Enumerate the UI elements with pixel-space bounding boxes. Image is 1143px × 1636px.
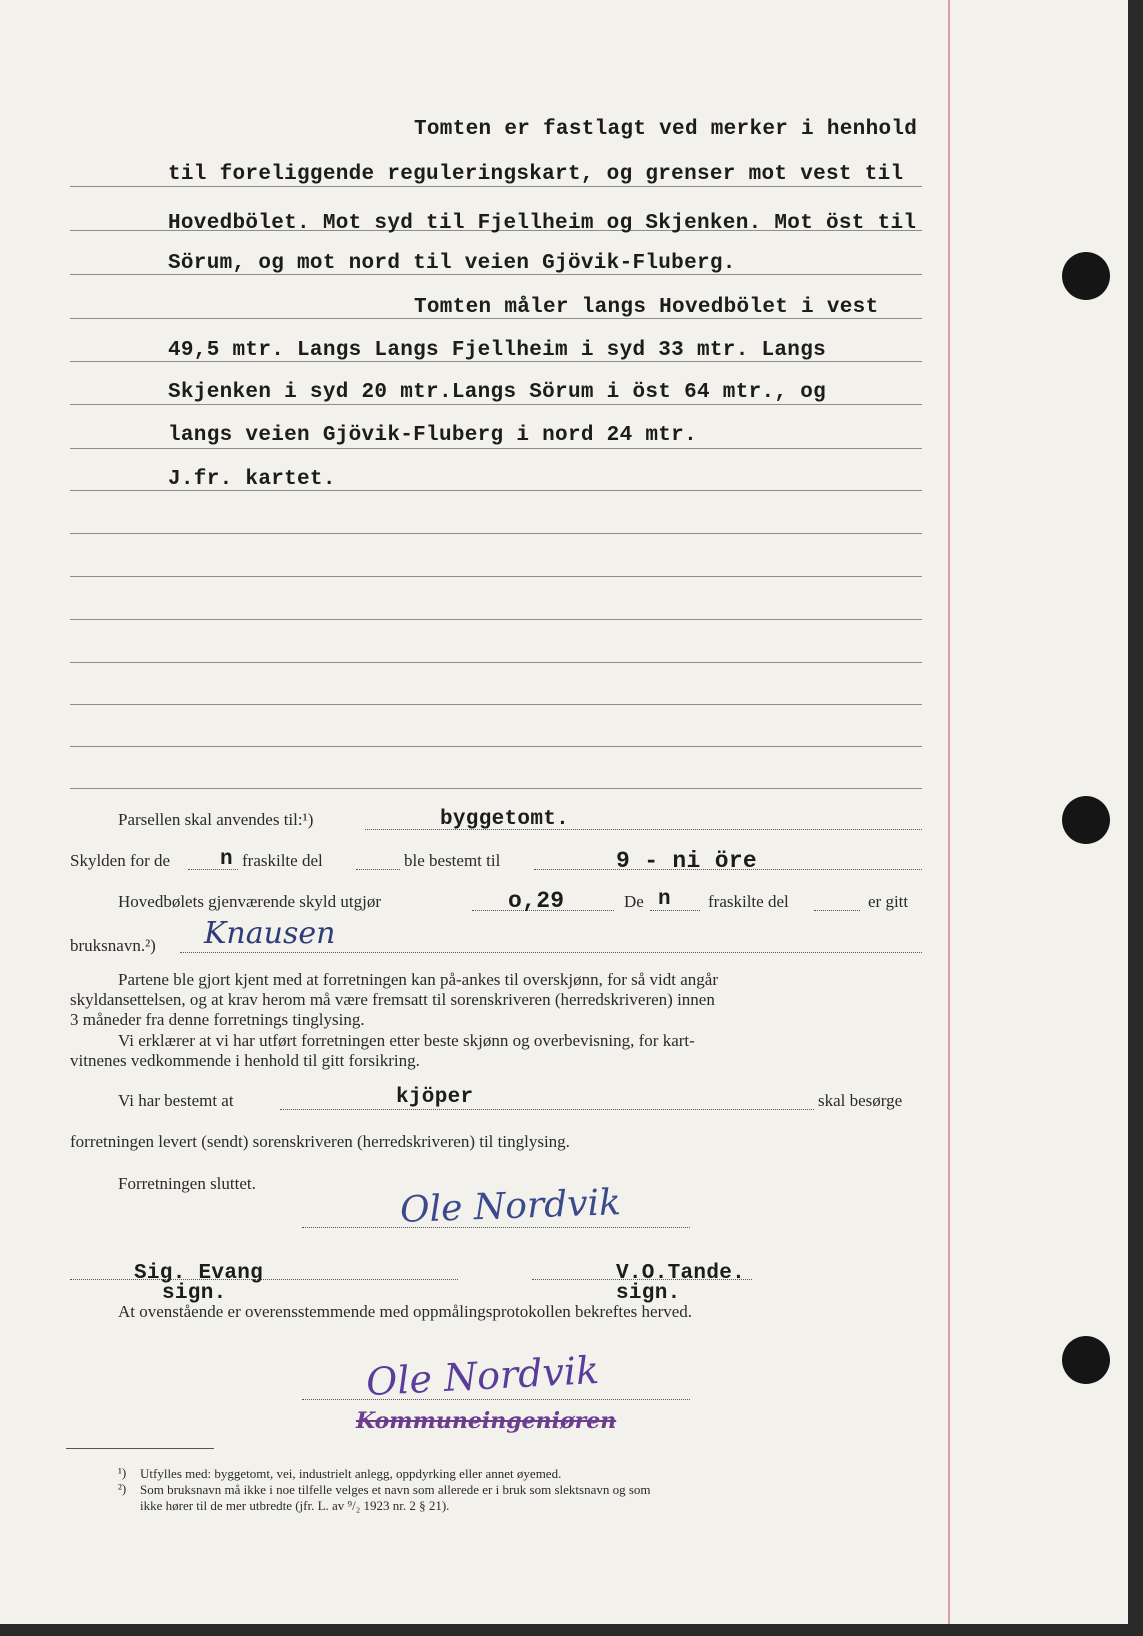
skylden-label-b: fraskilte del [242,851,323,870]
left-signer-sign: sign. [162,1282,227,1305]
besorge-label: skal besørge [818,1091,903,1110]
er-gitt-label: er gitt [868,892,909,911]
skylden-n: n [220,848,233,871]
ruled-line [70,788,922,789]
skylden-label-c: ble bestemt til [404,851,501,870]
parsellen-value: byggetomt. [440,808,570,831]
partene-paragraph-line: 3 måneder fra denne forretnings tinglysing. [70,1010,365,1029]
bruksnavn-dotted-line [180,951,922,953]
left-signature-line [70,1278,458,1280]
levert-line: forretningen levert (sendt) sorenskriveren (herredskriveren) til tinglysing. [70,1132,570,1151]
de-n-dotted-line [650,909,700,911]
typed-line: Sörum, og mot nord til veien Gjövik-Fluberg. [168,252,736,275]
sluttet-label: Forretningen sluttet. [118,1174,256,1193]
erklaerer-paragraph-line: Vi erklærer at vi har utført forretningen etter beste skjønn og overbevisning, for kart- [118,1031,695,1050]
erklaerer-paragraph-line: vitnenes vedkommende i henhold til gitt forsikring. [70,1051,420,1070]
confirmation-line: At ovenstående er overensstemmende med oppmålingsprotokollen bekreftes herved. [118,1302,693,1321]
hovedbol-label: Hovedbølets gjenværende skyld utgjør [118,892,381,911]
punch-hole-top [1062,252,1110,300]
partene-paragraph-line: skyldansettelsen, og at krav herom må være fremsatt til sorenskriveren (herredskriveren) innen [70,990,715,1009]
ruled-line [70,704,922,705]
ruled-line [70,576,922,577]
footnote-2: Som bruksnavn må ikke i noe tilfelle velges et navn som allerede er i bruk som slektsnavn og som [140,1482,651,1497]
typed-line: Skjenken i syd 20 mtr.Langs Sörum i öst 64 mtr., og [168,381,827,404]
typed-line: til foreliggende reguleringskart, og grenser mot vest til [168,163,904,186]
parsellen-label: Parsellen skal anvendes til:¹) [118,810,314,829]
ruled-line [70,533,922,534]
ruled-line [70,662,922,663]
ruled-line [70,448,922,449]
margin-rule [948,0,950,1624]
footnote-rule [66,1448,214,1449]
ruled-line [70,186,922,187]
fraskilte-dotted-line [814,909,860,911]
left-signer-name: Sig. Evang [134,1262,264,1285]
punch-hole-bottom [1062,1336,1110,1384]
typed-line: J.fr. kartet. [168,468,336,491]
de-label: De [624,892,644,911]
typed-line: Tomten er fastlagt ved merker i henhold [414,118,918,141]
skylden-value: 9 - ni öre [616,848,758,874]
signature-bottom: Ole Nordvik [365,1347,601,1405]
signature-main-line [302,1226,690,1228]
signature-bottom-line [302,1398,690,1400]
fraskilte-label: fraskilte del [708,892,789,911]
bestemt-dotted-line [280,1108,814,1110]
right-signer-sign: sign. [616,1282,681,1305]
ruled-line [70,746,922,747]
bruksnavn-label: bruksnavn.²) [70,936,156,955]
bestemt-value: kjöper [396,1086,474,1109]
hovedbol-value: o,29 [508,888,565,914]
footnote-2-mark: ²) [118,1481,127,1496]
typed-line: langs veien Gjövik-Fluberg i nord 24 mtr. [168,424,697,447]
skylden-del-dotted-line [356,868,400,870]
footnote-1-mark: ¹) [118,1465,127,1480]
footnote-1: Utfylles med: byggetomt, vei, industrielt anlegg, oppdyrking eller annet øyemed. [140,1466,562,1481]
partene-paragraph-line: Partene ble gjort kjent med at forretningen kan på-ankes til overskjønn, for så vidt angår [118,970,719,989]
punch-hole-middle [1062,796,1110,844]
kommuneingenioren-stamp: Kommuneingeniøren [356,1408,617,1434]
right-signer-name: V.O.Tande. [616,1262,746,1285]
skylden-label-a: Skylden for de [70,851,171,870]
typed-line: Hovedbölet. Mot syd til Fjellheim og Skjenken. Mot öst til [168,212,917,235]
signature-main: Ole Nordvik [399,1182,622,1231]
typed-line: Tomten måler langs Hovedbölet i vest [414,296,879,319]
ruled-line [70,404,922,405]
ruled-line [70,619,922,620]
de-n: n [658,888,671,911]
bruksnavn-handwritten: Knausen [204,916,336,951]
bestemt-label: Vi har bestemt at [118,1091,234,1110]
typed-line: 49,5 mtr. Langs Langs Fjellheim i syd 33 mtr. Langs [168,339,827,362]
footnote-2-cont: ikke hører til de mer utbredte (jfr. L. av ⁹/₂ 1923 nr. 2 § 21). [140,1498,450,1513]
